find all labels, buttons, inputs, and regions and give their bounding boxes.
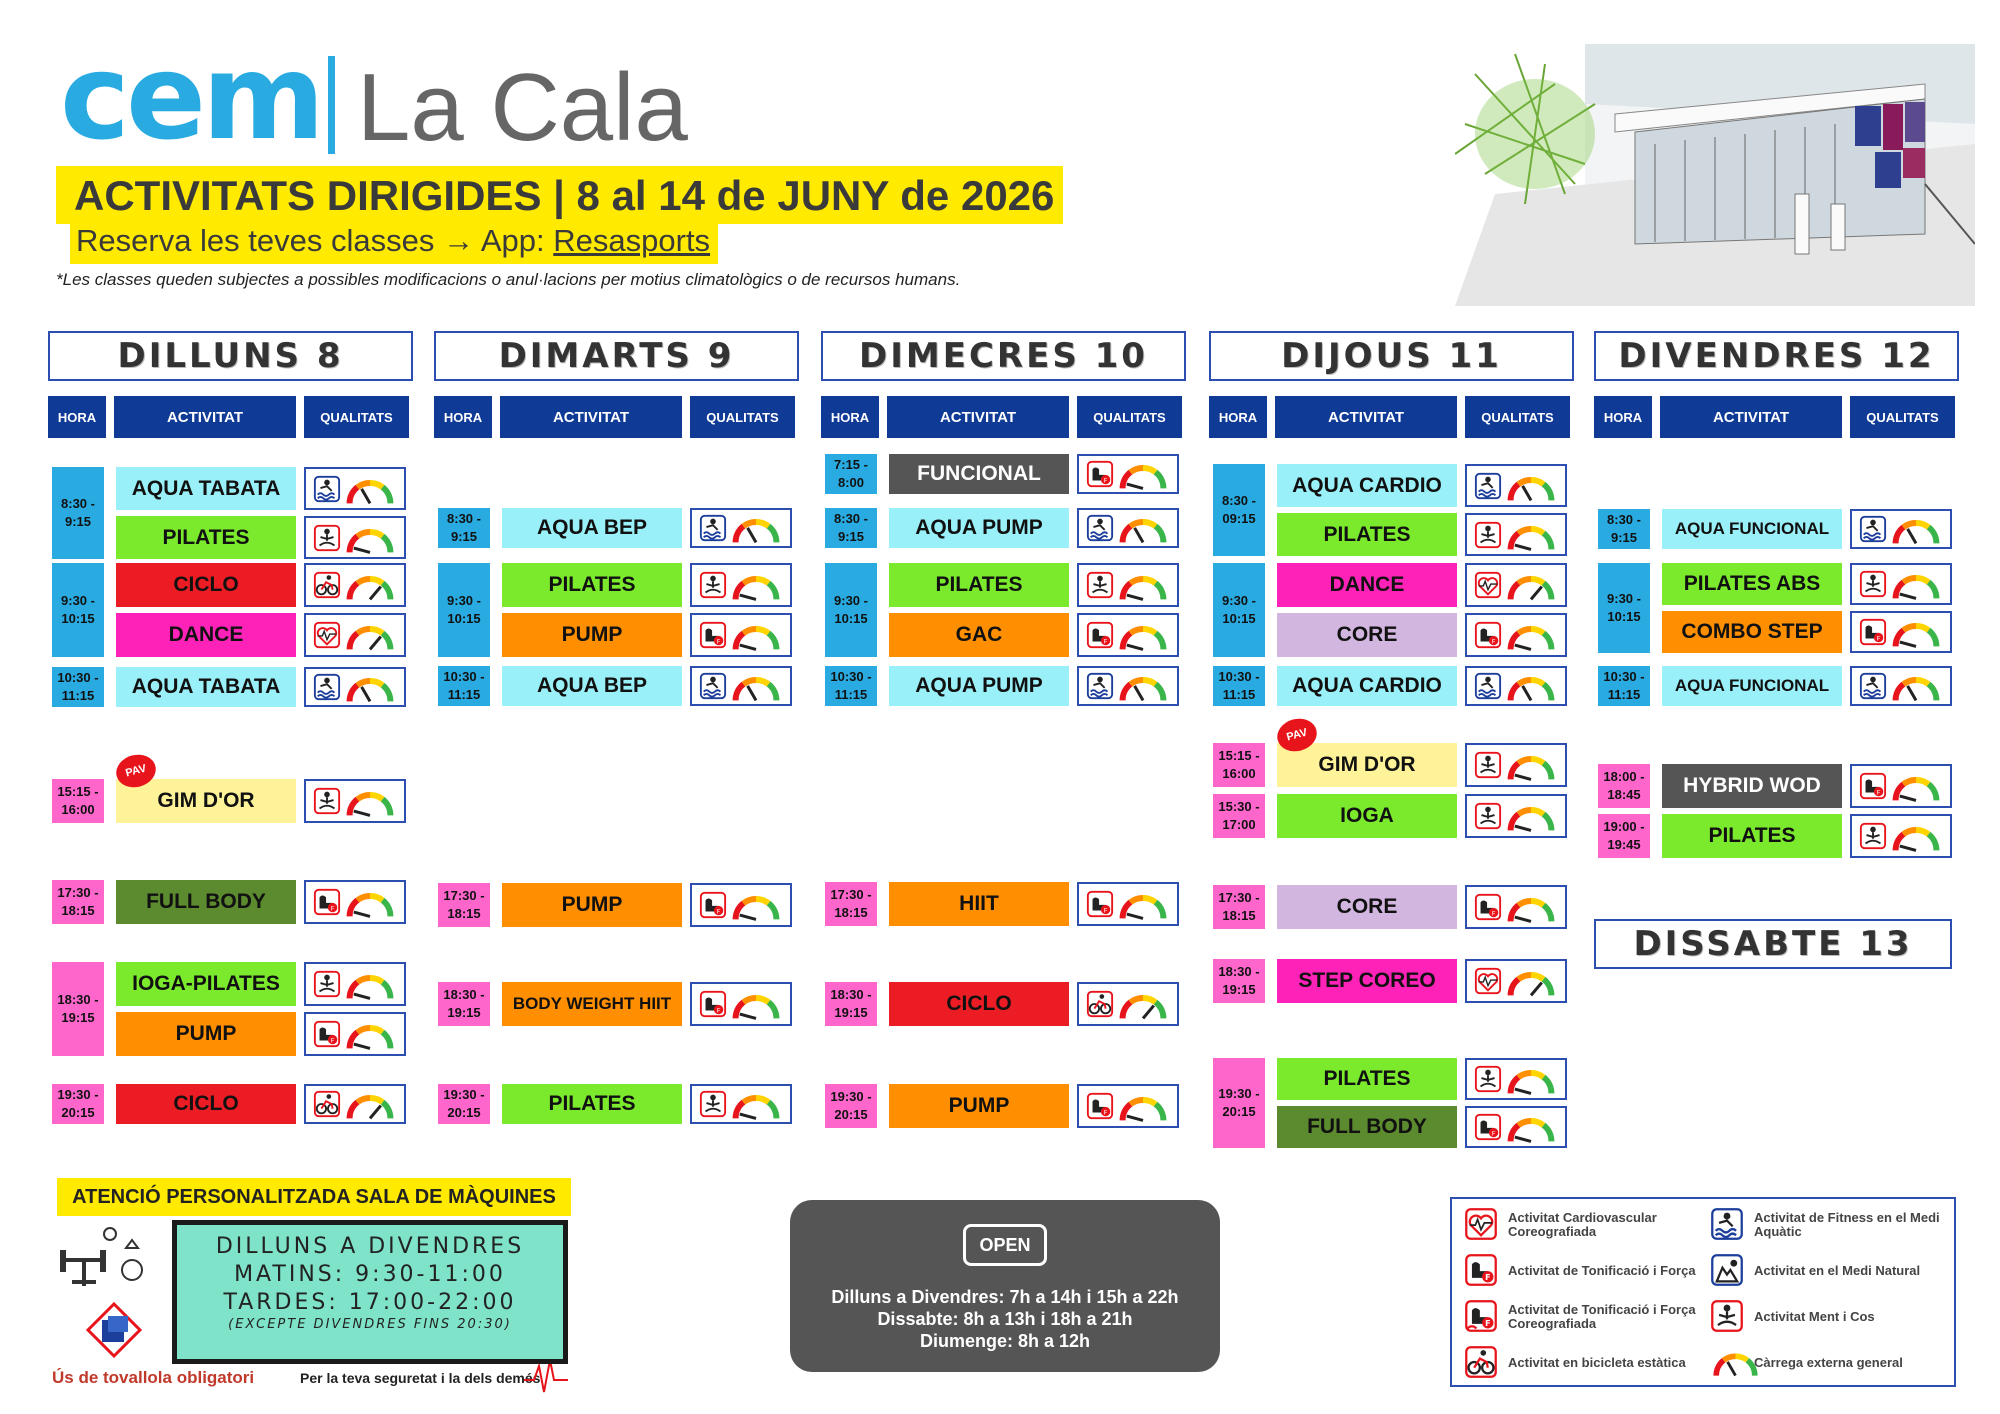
legend bbox=[1450, 1197, 1956, 1387]
column-header-qualitats: QUALITATS bbox=[1465, 396, 1570, 438]
machine-room-exception: (EXCEPTE DIVENDRES FINS 20:30) bbox=[228, 1317, 512, 1332]
load-gauge-icon bbox=[1889, 818, 1943, 854]
column-header-activitat: ACTIVITAT bbox=[1660, 396, 1842, 438]
legend-item-force bbox=[1464, 1253, 1700, 1289]
session-time: 9:30 - 10:15 bbox=[1213, 563, 1265, 657]
column-header-qualitats: QUALITATS bbox=[304, 396, 409, 438]
activity-qualities bbox=[1077, 508, 1179, 548]
legend-label: Activitat de Tonificació i Força bbox=[1508, 1263, 1696, 1278]
opening-saturday: Dissabte: 8h a 13h i 18h a 21h bbox=[877, 1309, 1133, 1329]
activity-hiit[interactable]: HIIT bbox=[889, 882, 1069, 926]
activity-qualities bbox=[1465, 794, 1567, 838]
svg-text:F: F bbox=[330, 904, 335, 913]
aqua-activity-icon bbox=[313, 475, 341, 503]
ment-activity-icon bbox=[1859, 570, 1887, 598]
load-gauge-icon bbox=[1504, 1061, 1558, 1097]
column-header-hora: HORA bbox=[1209, 396, 1267, 438]
activity-qualities bbox=[1465, 613, 1567, 657]
brand-logo-cem: cem bbox=[60, 28, 321, 166]
session-time: 10:30 - 11:15 bbox=[52, 667, 104, 707]
activity-aqua-pump[interactable]: AQUA PUMP bbox=[889, 508, 1069, 548]
legend-label: Càrrega externa general bbox=[1754, 1355, 1903, 1370]
gym-equipment-icon bbox=[56, 1226, 146, 1294]
column-header-qualitats: QUALITATS bbox=[690, 396, 795, 438]
load-gauge-icon bbox=[1889, 614, 1943, 650]
activity-funcional[interactable]: FUNCIONAL bbox=[889, 454, 1069, 494]
open-sign-icon: OPEN bbox=[963, 1224, 1047, 1266]
activity-ciclo[interactable]: CICLO bbox=[116, 1084, 296, 1124]
cardio-activity-icon bbox=[1474, 967, 1502, 995]
legend-item-cardio bbox=[1464, 1207, 1700, 1243]
page-title: ACTIVITATS DIRIGIDES | 8 al 14 de JUNY de 2026 bbox=[74, 172, 1055, 219]
activity-ciclo[interactable]: CICLO bbox=[116, 563, 296, 607]
activity-aqua-bep[interactable]: AQUA BEP bbox=[502, 666, 682, 706]
session-time: 18:30 - 19:15 bbox=[438, 982, 490, 1026]
load-gauge-icon bbox=[1116, 886, 1170, 922]
column-header-activitat: ACTIVITAT bbox=[887, 396, 1069, 438]
activity-qualities bbox=[304, 467, 406, 510]
activity-pilates[interactable]: PILATES bbox=[502, 563, 682, 607]
force-activity-icon bbox=[1086, 621, 1114, 649]
cardio-activity-icon bbox=[313, 621, 341, 649]
subtitle bbox=[76, 223, 710, 259]
activity-qualities bbox=[1850, 563, 1952, 605]
column-header-hora: HORA bbox=[48, 396, 106, 438]
activity-ioga-pilates[interactable]: IOGA-PILATES bbox=[116, 962, 296, 1006]
session-time: 10:30 - 11:15 bbox=[825, 666, 877, 706]
column-header-activitat: ACTIVITAT bbox=[114, 396, 296, 438]
svg-text:F: F bbox=[716, 1006, 721, 1015]
activity-aqua-tabata[interactable]: AQUA TABATA bbox=[116, 667, 296, 707]
session-time: 9:30 - 10:15 bbox=[1598, 563, 1650, 653]
legend-label: Activitat de Fitness en el Medi Aquàtic bbox=[1754, 1210, 1940, 1239]
load-gauge-icon bbox=[343, 471, 397, 507]
activity-qualities bbox=[690, 1084, 792, 1124]
activity-qualities bbox=[1850, 509, 1952, 549]
legend-item-nature bbox=[1710, 1253, 1946, 1289]
svg-text:F: F bbox=[1876, 788, 1881, 797]
ment-activity-icon bbox=[1474, 802, 1502, 830]
activity-aqua-bep[interactable]: AQUA BEP bbox=[502, 508, 682, 548]
session-time: 19:30 - 20:15 bbox=[825, 1084, 877, 1128]
activity-qualities bbox=[690, 563, 792, 607]
activity-qualities bbox=[304, 779, 406, 823]
activity-qualities bbox=[1077, 1084, 1179, 1128]
ment-activity-icon bbox=[699, 1090, 727, 1118]
activity-pilates[interactable]: PILATES bbox=[1277, 513, 1457, 556]
ment-activity-icon bbox=[1474, 521, 1502, 549]
column-header-hora: HORA bbox=[821, 396, 879, 438]
load-gauge-icon bbox=[1504, 468, 1558, 504]
ment-activity-icon bbox=[313, 787, 341, 815]
activity-qualities bbox=[690, 883, 792, 927]
bike-activity-icon bbox=[1086, 990, 1114, 1018]
svg-text:F: F bbox=[1103, 1108, 1108, 1117]
column-header-qualitats: QUALITATS bbox=[1077, 396, 1182, 438]
activity-full-body[interactable]: FULL BODY bbox=[116, 880, 296, 924]
load-gauge-icon bbox=[343, 520, 397, 556]
cardio-activity-icon bbox=[1464, 1207, 1498, 1241]
session-time: 18:30 - 19:15 bbox=[52, 962, 104, 1056]
machine-room-title: ATENCIÓ PERSONALITZADA SALA DE MÀQUINES bbox=[57, 1178, 571, 1216]
svg-text:F: F bbox=[1491, 637, 1496, 646]
aqua-activity-icon bbox=[1859, 672, 1887, 700]
ment-activity-icon bbox=[1086, 571, 1114, 599]
session-time: 8:30 - 9:15 bbox=[1598, 509, 1650, 549]
session-time: 8:30 - 9:15 bbox=[825, 508, 877, 548]
legend-label: Activitat en el Medi Natural bbox=[1754, 1263, 1921, 1278]
activity-qualities bbox=[1077, 563, 1179, 607]
activity-qualities bbox=[690, 982, 792, 1026]
ment-activity-icon bbox=[1710, 1299, 1744, 1333]
force-activity-icon bbox=[313, 1020, 341, 1048]
day-header-0: DILLUNS 8 bbox=[48, 331, 413, 381]
activity-aqua-funcional[interactable]: AQUA FUNCIONAL bbox=[1662, 666, 1842, 706]
load-gauge-icon bbox=[343, 884, 397, 920]
session-time: 8:30 - 9:15 bbox=[438, 508, 490, 548]
activity-pilates-abs[interactable]: PILATES ABS bbox=[1662, 563, 1842, 605]
session-time: 9:30 - 10:15 bbox=[52, 563, 104, 657]
legend-item-forcecoreo bbox=[1464, 1299, 1700, 1335]
load-gauge-icon bbox=[1116, 456, 1170, 492]
load-gauge-icon bbox=[343, 669, 397, 705]
ment-activity-icon bbox=[1474, 1065, 1502, 1093]
session-time: 18:00 - 18:45 bbox=[1598, 764, 1650, 808]
ment-activity-icon bbox=[1474, 751, 1502, 779]
legend-item-gauge bbox=[1710, 1345, 1946, 1381]
load-gauge-icon bbox=[1889, 768, 1943, 804]
load-gauge-icon bbox=[343, 567, 397, 603]
nature-activity-icon bbox=[1710, 1253, 1744, 1287]
force-activity-icon bbox=[1859, 618, 1887, 646]
activity-qualities bbox=[304, 1084, 406, 1124]
opening-sunday: Diumenge: 8h a 12h bbox=[919, 1331, 1091, 1351]
opening-hours-panel bbox=[790, 1200, 1220, 1372]
column-header-activitat: ACTIVITAT bbox=[500, 396, 682, 438]
activity-aqua-cardio[interactable]: AQUA CARDIO bbox=[1277, 666, 1457, 706]
activity-qualities bbox=[690, 666, 792, 706]
activity-step-coreo[interactable]: STEP COREO bbox=[1277, 959, 1457, 1003]
bike-activity-icon bbox=[313, 571, 341, 599]
load-gauge-icon bbox=[1116, 567, 1170, 603]
activity-pump[interactable]: PUMP bbox=[116, 1012, 296, 1056]
svg-text:F: F bbox=[1103, 637, 1108, 646]
force-activity-icon bbox=[313, 888, 341, 916]
activity-qualities bbox=[1850, 764, 1952, 808]
ment-activity-icon bbox=[313, 524, 341, 552]
session-time: 8:30 - 9:15 bbox=[52, 467, 104, 559]
column-header-hora: HORA bbox=[1594, 396, 1652, 438]
session-time: 15:30 - 17:00 bbox=[1213, 794, 1265, 838]
day-header-2: DIMECRES 10 bbox=[821, 331, 1186, 381]
machine-room-afternoons: TARDES: 17:00-22:00 bbox=[223, 1290, 517, 1315]
activity-pump[interactable]: PUMP bbox=[889, 1084, 1069, 1128]
load-gauge-icon bbox=[1504, 963, 1558, 999]
session-time: 10:30 - 11:15 bbox=[1598, 666, 1650, 706]
column-header-hora: HORA bbox=[434, 396, 492, 438]
activity-qualities bbox=[1465, 464, 1567, 507]
activity-qualities bbox=[1465, 563, 1567, 607]
svg-text:F: F bbox=[1485, 1273, 1491, 1283]
session-time: 17:30 - 18:15 bbox=[825, 882, 877, 926]
pav-badge: PAV bbox=[1274, 714, 1321, 755]
aqua-activity-icon bbox=[1086, 672, 1114, 700]
aqua-activity-icon bbox=[699, 514, 727, 542]
session-time: 18:30 - 19:15 bbox=[825, 982, 877, 1026]
brand-separator bbox=[328, 56, 335, 154]
activity-combo-step[interactable]: COMBO STEP bbox=[1662, 611, 1842, 653]
load-gauge-icon bbox=[343, 966, 397, 1002]
activity-hybrid-wod[interactable]: HYBRID WOD bbox=[1662, 764, 1842, 808]
load-gauge-icon bbox=[1116, 617, 1170, 653]
activity-qualities bbox=[1077, 882, 1179, 926]
activity-pilates[interactable]: PILATES bbox=[889, 563, 1069, 607]
activity-pilates[interactable]: PILATES bbox=[502, 1084, 682, 1124]
activity-qualities bbox=[1465, 959, 1567, 1003]
load-gauge-icon bbox=[343, 1016, 397, 1052]
ment-activity-icon bbox=[699, 571, 727, 599]
activity-aqua-tabata[interactable]: AQUA TABATA bbox=[116, 467, 296, 510]
activity-gim-d-or[interactable]: GIM D'OR bbox=[1277, 743, 1457, 787]
session-time: 17:30 - 18:15 bbox=[1213, 885, 1265, 929]
towel-notice: Ús de tovallola obligatori bbox=[52, 1368, 255, 1387]
day-header-3: DIJOUS 11 bbox=[1209, 331, 1574, 381]
force-activity-icon bbox=[699, 990, 727, 1018]
force-activity-icon bbox=[1474, 1113, 1502, 1141]
disclaimer-note: *Les classes queden subjectes a possibles modificacions o anul·lacions per motius climatològics o de recursos humans. bbox=[56, 270, 961, 289]
load-gauge-icon bbox=[1116, 1088, 1170, 1124]
legend-item-bike bbox=[1464, 1345, 1700, 1381]
activity-ciclo[interactable]: CICLO bbox=[889, 982, 1069, 1026]
machine-room-days: DILLUNS A DIVENDRES bbox=[215, 1234, 525, 1259]
svg-text:F: F bbox=[716, 637, 721, 646]
opening-weekdays: Dilluns a Divendres: 7h a 14h i 15h a 22h bbox=[831, 1287, 1179, 1307]
activity-qualities bbox=[1465, 885, 1567, 929]
activity-ioga[interactable]: IOGA bbox=[1277, 794, 1457, 838]
activity-qualities bbox=[1077, 982, 1179, 1026]
building-illustration bbox=[1455, 44, 1975, 306]
legend-item-aqua bbox=[1710, 1207, 1946, 1243]
load-gauge-icon bbox=[729, 510, 783, 546]
force-activity-icon bbox=[1086, 1092, 1114, 1120]
legend-label: Activitat en bicicleta estàtica bbox=[1508, 1355, 1686, 1370]
pav-badge: PAV bbox=[113, 750, 160, 791]
load-gauge-icon bbox=[1116, 986, 1170, 1022]
activity-aqua-funcional[interactable]: AQUA FUNCIONAL bbox=[1662, 509, 1842, 549]
load-gauge-icon bbox=[1889, 668, 1943, 704]
activity-qualities bbox=[1465, 513, 1567, 556]
activity-qualities bbox=[1465, 666, 1567, 706]
activity-qualities bbox=[690, 508, 792, 548]
activity-core[interactable]: CORE bbox=[1277, 613, 1457, 657]
day-header-4: DIVENDRES 12 bbox=[1594, 331, 1959, 381]
svg-text:F: F bbox=[1103, 906, 1108, 915]
session-time: 8:30 - 09:15 bbox=[1213, 464, 1265, 556]
activity-core[interactable]: CORE bbox=[1277, 885, 1457, 929]
load-gauge-icon bbox=[1504, 567, 1558, 603]
activity-aqua-cardio[interactable]: AQUA CARDIO bbox=[1277, 464, 1457, 507]
activity-full-body[interactable]: FULL BODY bbox=[1277, 1106, 1457, 1148]
session-time: 10:30 - 11:15 bbox=[1213, 666, 1265, 706]
force-activity-icon bbox=[1474, 893, 1502, 921]
cardio-activity-icon bbox=[1474, 571, 1502, 599]
activity-qualities bbox=[1077, 454, 1179, 494]
load-gauge-icon bbox=[729, 668, 783, 704]
activity-qualities bbox=[304, 516, 406, 559]
activity-qualities bbox=[1850, 611, 1952, 653]
activity-qualities bbox=[304, 613, 406, 657]
column-header-activitat: ACTIVITAT bbox=[1275, 396, 1457, 438]
session-time: 19:30 - 20:15 bbox=[52, 1084, 104, 1124]
aqua-activity-icon bbox=[1086, 514, 1114, 542]
app-link[interactable]: Resasports bbox=[553, 223, 711, 258]
activity-pilates[interactable]: PILATES bbox=[1277, 1058, 1457, 1100]
session-time: 9:30 - 10:15 bbox=[438, 563, 490, 657]
activity-qualities bbox=[304, 563, 406, 607]
towel-icon bbox=[86, 1302, 142, 1358]
session-time: 9:30 - 10:15 bbox=[825, 563, 877, 657]
bike-activity-icon bbox=[1464, 1345, 1498, 1379]
force-activity-icon bbox=[1086, 460, 1114, 488]
day-header-saturday: DISSABTE 13 bbox=[1594, 919, 1952, 969]
load-gauge-icon bbox=[729, 986, 783, 1022]
activity-qualities bbox=[1850, 666, 1952, 706]
force-activity-icon bbox=[699, 891, 727, 919]
session-time: 19:30 - 20:15 bbox=[438, 1084, 490, 1124]
bike-activity-icon bbox=[313, 1090, 341, 1118]
activity-qualities bbox=[1465, 1106, 1567, 1148]
activity-aqua-pump[interactable]: AQUA PUMP bbox=[889, 666, 1069, 706]
legend-label: Activitat Ment i Cos bbox=[1754, 1309, 1875, 1324]
svg-text:F: F bbox=[1876, 634, 1881, 643]
load-gauge-icon bbox=[1504, 889, 1558, 925]
ment-activity-icon bbox=[313, 970, 341, 998]
load-gauge-icon bbox=[1504, 798, 1558, 834]
activity-dance[interactable]: DANCE bbox=[116, 613, 296, 657]
load-gauge-icon bbox=[1504, 617, 1558, 653]
load-gauge-icon bbox=[729, 567, 783, 603]
load-gauge-icon bbox=[1116, 668, 1170, 704]
activity-qualities bbox=[1465, 1058, 1567, 1100]
force-activity-icon bbox=[1859, 772, 1887, 800]
ment-activity-icon bbox=[1859, 822, 1887, 850]
activity-pilates[interactable]: PILATES bbox=[116, 516, 296, 559]
legend-label: Activitat Cardiovascular Coreografiada bbox=[1508, 1210, 1657, 1239]
aqua-activity-icon bbox=[699, 672, 727, 700]
load-gauge-icon bbox=[1504, 517, 1558, 553]
load-gauge-icon bbox=[1889, 566, 1943, 602]
activity-qualities bbox=[1077, 613, 1179, 657]
activity-pump[interactable]: PUMP bbox=[502, 883, 682, 927]
column-header-qualitats: QUALITATS bbox=[1850, 396, 1955, 438]
aqua-activity-icon bbox=[1474, 672, 1502, 700]
load-gauge-icon bbox=[343, 1086, 397, 1122]
safety-notice: Per la teva seguretat i la dels demés bbox=[300, 1370, 541, 1386]
force-activity-icon bbox=[1474, 621, 1502, 649]
svg-text:F: F bbox=[330, 1036, 335, 1045]
load-gauge-icon bbox=[1889, 511, 1943, 547]
machine-room-mornings: MATINS: 9:30-11:00 bbox=[234, 1262, 506, 1287]
activity-qualities bbox=[1850, 814, 1952, 858]
machine-room-hours bbox=[172, 1220, 568, 1364]
force-activity-icon bbox=[699, 621, 727, 649]
session-time: 18:30 - 19:15 bbox=[1213, 959, 1265, 1003]
svg-text:F: F bbox=[1491, 909, 1496, 918]
force-activity-icon bbox=[1464, 1253, 1498, 1287]
activity-gac[interactable]: GAC bbox=[889, 613, 1069, 657]
legend-item-ment bbox=[1710, 1299, 1946, 1335]
activity-qualities bbox=[304, 962, 406, 1006]
load-gauge-icon bbox=[1504, 1109, 1558, 1145]
session-time: 19:30 - 20:15 bbox=[1213, 1058, 1265, 1148]
activity-body-weight-hiit[interactable]: BODY WEIGHT HIIT bbox=[502, 982, 682, 1026]
aqua-activity-icon bbox=[313, 673, 341, 701]
load-gauge-icon bbox=[1504, 747, 1558, 783]
legend-label: Activitat de Tonificació i Força Coreografiada bbox=[1508, 1302, 1696, 1331]
session-time: 10:30 - 11:15 bbox=[438, 666, 490, 706]
activity-pump[interactable]: PUMP bbox=[502, 613, 682, 657]
svg-text:F: F bbox=[1103, 476, 1108, 485]
svg-text:F: F bbox=[1491, 1129, 1496, 1138]
activity-gim-d-or[interactable]: GIM D'OR bbox=[116, 779, 296, 823]
activity-qualities bbox=[1465, 743, 1567, 787]
svg-text:F: F bbox=[1485, 1319, 1491, 1329]
load-gauge-icon bbox=[1504, 668, 1558, 704]
session-time: 7:15 - 8:00 bbox=[825, 454, 877, 494]
activity-dance[interactable]: DANCE bbox=[1277, 563, 1457, 607]
subtitle-prefix: Reserva les teves classes → App: bbox=[76, 223, 554, 258]
load-gauge-icon bbox=[343, 617, 397, 653]
force-activity-icon bbox=[1086, 890, 1114, 918]
load-gauge-icon bbox=[343, 783, 397, 819]
activity-qualities bbox=[304, 667, 406, 707]
session-time: 17:30 - 18:15 bbox=[438, 883, 490, 927]
load-gauge-icon bbox=[729, 617, 783, 653]
activity-qualities bbox=[304, 880, 406, 924]
activity-qualities bbox=[1077, 666, 1179, 706]
brand-place: La Cala bbox=[357, 54, 688, 161]
session-time: 19:00 - 19:45 bbox=[1598, 814, 1650, 858]
load-gauge-icon bbox=[729, 1086, 783, 1122]
load-gauge-icon bbox=[1116, 510, 1170, 546]
day-header-1: DIMARTS 9 bbox=[434, 331, 799, 381]
activity-qualities bbox=[304, 1012, 406, 1056]
session-time: 15:15 - 16:00 bbox=[52, 779, 104, 823]
session-time: 17:30 - 18:15 bbox=[52, 880, 104, 924]
aqua-activity-icon bbox=[1474, 472, 1502, 500]
forcecoreo-activity-icon bbox=[1464, 1299, 1498, 1333]
load-gauge-icon bbox=[729, 887, 783, 923]
activity-pilates[interactable]: PILATES bbox=[1662, 814, 1842, 858]
svg-text:F: F bbox=[716, 907, 721, 916]
activity-qualities bbox=[690, 613, 792, 657]
aqua-activity-icon bbox=[1710, 1207, 1744, 1241]
aqua-activity-icon bbox=[1859, 515, 1887, 543]
session-time: 15:15 - 16:00 bbox=[1213, 743, 1265, 787]
